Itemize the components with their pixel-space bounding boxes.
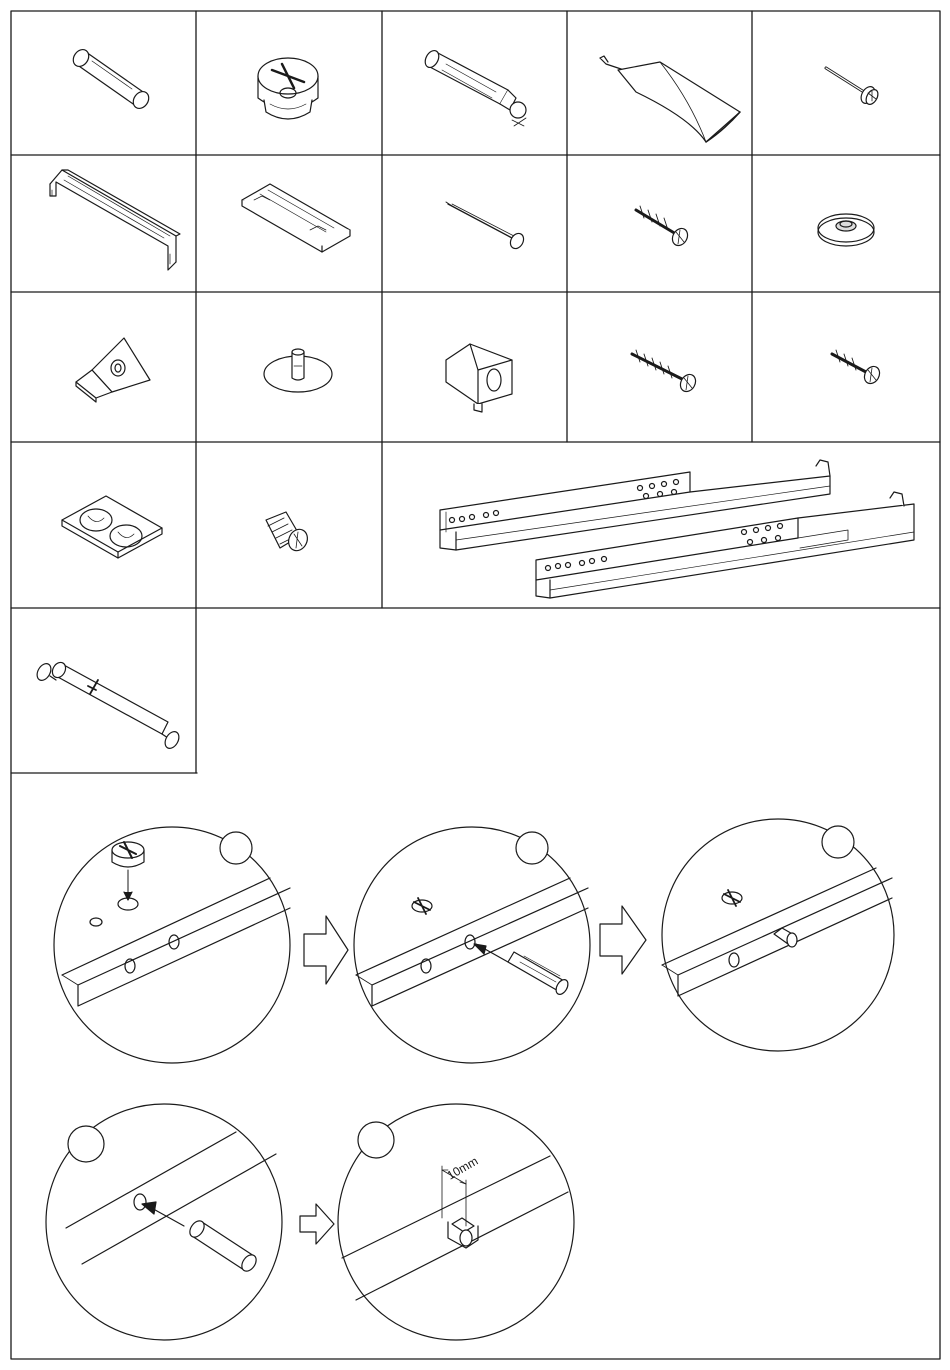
step-3-badge xyxy=(822,826,854,858)
step-arrow-4 xyxy=(300,1204,334,1244)
shelf-support-pin-icon xyxy=(264,349,332,392)
wood-screw-short-icon xyxy=(636,206,691,248)
plastic-corner-connector-icon xyxy=(446,344,512,412)
wooden-dowel-icon xyxy=(70,47,152,112)
glue-tube-icon xyxy=(600,56,740,142)
plastic-runner-plate-icon xyxy=(242,184,350,252)
felt-pads-sheet-icon xyxy=(62,496,162,558)
step-5-badge xyxy=(358,1122,394,1158)
metal-handle-bracket-icon xyxy=(50,170,180,270)
euro-screw-icon xyxy=(266,512,311,554)
step-2-detail xyxy=(354,827,590,1063)
corner-block-bracket-icon xyxy=(76,338,150,402)
wood-screw-long-icon xyxy=(632,350,699,394)
step-arrow-2 xyxy=(600,906,646,974)
step-2-badge xyxy=(516,832,548,864)
step-1-detail xyxy=(54,827,290,1063)
plastic-wall-plug-icon xyxy=(422,48,526,126)
cam-bolt-screw-icon xyxy=(826,68,880,106)
nail-icon xyxy=(446,202,526,251)
screw-cover-cup-icon xyxy=(818,214,874,246)
dimension-label: 10mm xyxy=(444,1153,481,1183)
step-5-detail xyxy=(338,1104,574,1340)
cam-lock-fitting-icon xyxy=(258,58,318,119)
step-1-badge xyxy=(220,832,252,864)
wood-screw-small-icon xyxy=(832,350,883,386)
step-4-badge xyxy=(68,1126,104,1162)
step-4-detail xyxy=(46,1104,282,1340)
step-3-detail xyxy=(662,819,894,1051)
step-arrow-1 xyxy=(304,916,348,984)
double-ended-connector-icon xyxy=(34,660,181,751)
drawer-slide-pair-icon xyxy=(440,460,914,598)
